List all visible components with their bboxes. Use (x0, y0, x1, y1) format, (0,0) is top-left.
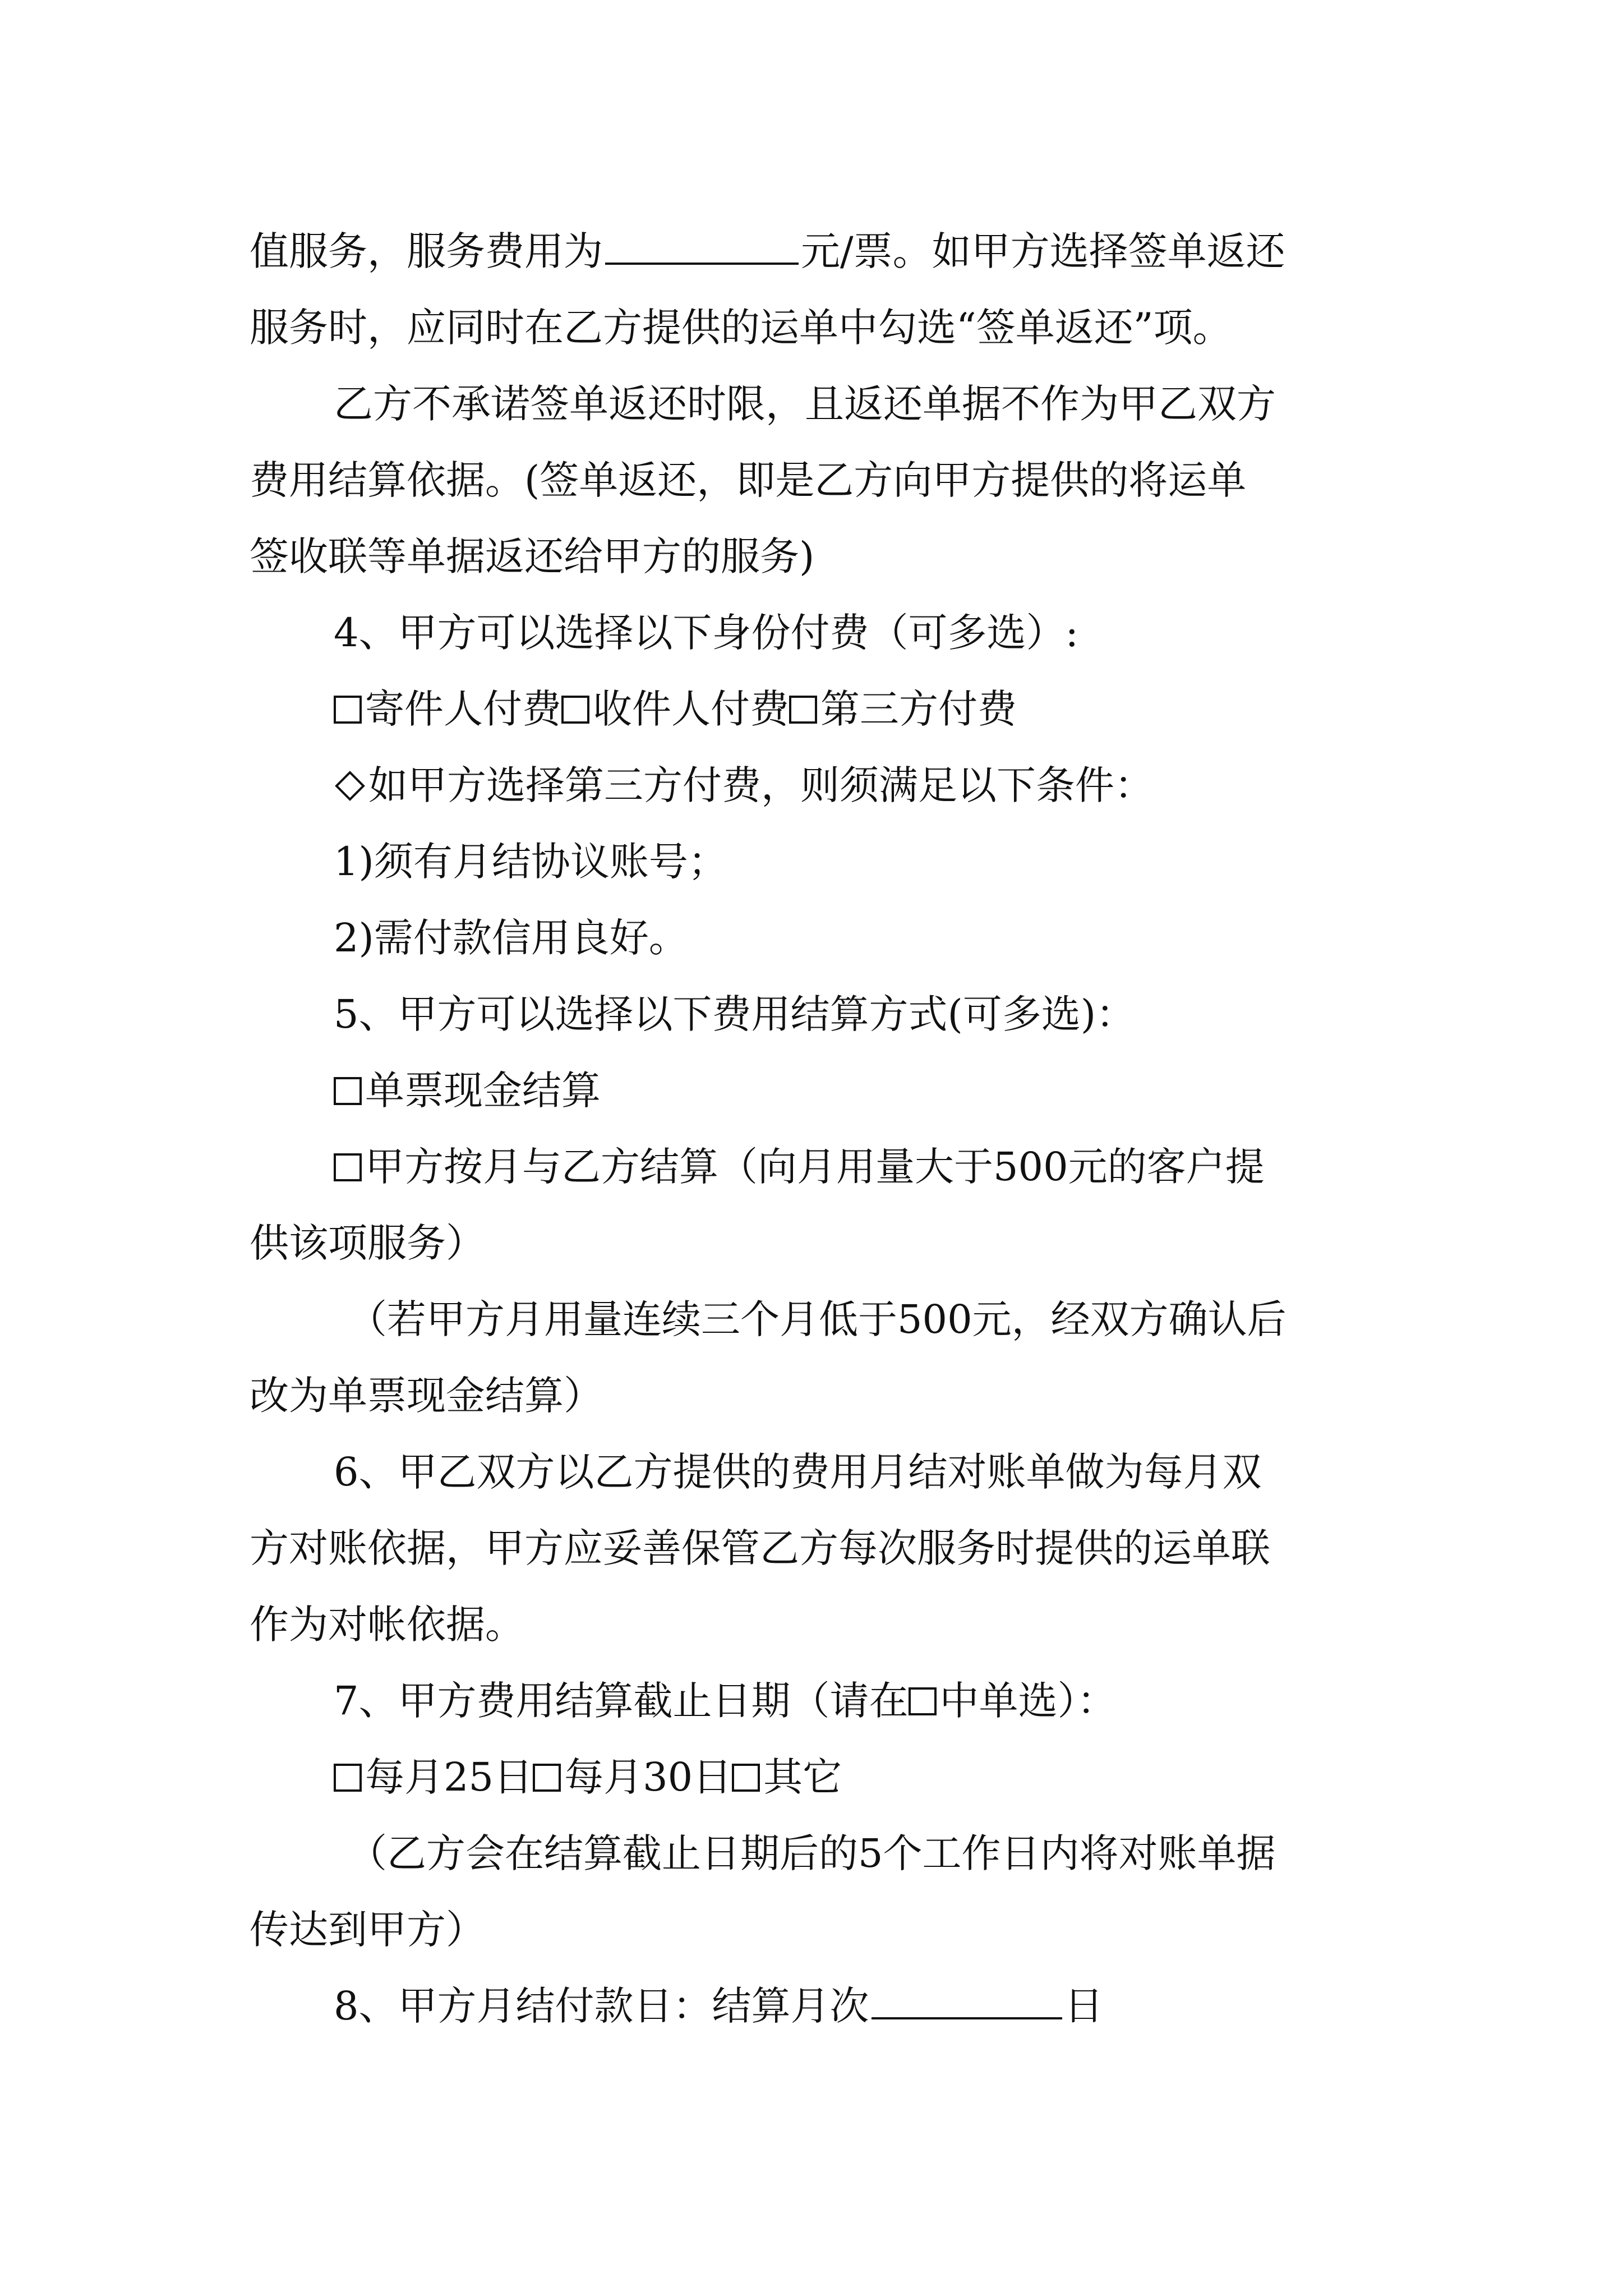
option-label: 第三方付费 (820, 686, 1017, 732)
option-label: 单票现金结算 (365, 1068, 601, 1114)
paragraph-line (250, 289, 1382, 366)
section-heading-7 (250, 1663, 1382, 1739)
text-segment: 改为单票现金结算） (250, 1373, 603, 1419)
text-segment: 方对账依据，甲方应妥善保管乙方每次服务时提供的运单联 (250, 1525, 1270, 1571)
checkbox-icon[interactable] (334, 1764, 362, 1792)
checkbox-icon[interactable] (334, 1077, 362, 1105)
text-segment: 元/票。如甲方选择签单返还 (801, 228, 1285, 274)
text-segment: 4、甲方可以选择以下身份付费（可多选）: (334, 610, 1079, 656)
text-segment: 费用结算依据。(签单返还，即是乙方向甲方提供的将运单 (250, 457, 1247, 503)
text-segment: 传达到甲方） (250, 1907, 485, 1953)
section-heading-6 (250, 1434, 1382, 1510)
option-label: 寄件人付费 (365, 686, 561, 732)
checkbox-icon[interactable] (533, 1764, 561, 1792)
paragraph-line (250, 1205, 1382, 1281)
payer-options (250, 671, 1382, 747)
text-segment: 8、甲方月结付款日：结算月次 (334, 1983, 869, 2029)
option-label: 每月25日 (365, 1754, 533, 1800)
cutoff-date-options (250, 1739, 1382, 1815)
paragraph-line (250, 442, 1382, 518)
text-segment: （若甲方月用量连续三个月低于500元，经双方确认后 (348, 1296, 1287, 1342)
option-label: 收件人付费 (593, 686, 789, 732)
paragraph-line (250, 747, 1382, 823)
option-label: 每月30日 (564, 1754, 732, 1800)
text-segment: 7、甲方费用结算截止日期（请在 (334, 1678, 909, 1724)
paragraph-line (250, 1586, 1382, 1663)
text-segment: 如甲方选择第三方付费，则须满足以下条件： (368, 762, 1154, 808)
text-segment: 2)需付款信用良好。 (334, 915, 688, 961)
checkbox-icon[interactable] (561, 696, 589, 724)
paragraph-line (250, 518, 1382, 595)
settlement-option (250, 1052, 1382, 1129)
text-segment: 作为对帐依据。 (250, 1602, 524, 1648)
fill-in-blank-fee (605, 262, 799, 265)
checkbox-icon[interactable] (732, 1764, 760, 1792)
text-segment: 中单选）： (939, 1678, 1117, 1724)
section-heading-4 (250, 595, 1382, 671)
paragraph-line (250, 213, 1382, 289)
paragraph-line (250, 1892, 1382, 1968)
settlement-option (250, 1129, 1382, 1205)
text-segment: 乙方不承诺签单返还时限，且返还单据不作为甲乙双方 (334, 381, 1276, 427)
text-segment: 日 (1064, 1983, 1104, 2029)
document-body (250, 213, 1382, 2044)
diamond-bullet-icon (335, 771, 365, 801)
checkbox-icon (909, 1687, 937, 1715)
list-item (250, 900, 1382, 976)
section-heading-8 (250, 1968, 1382, 2044)
text-segment: 1)须有月结协议账号； (334, 839, 727, 885)
checkbox-icon[interactable] (334, 696, 362, 724)
text-segment: 6、甲乙双方以乙方提供的费用月结对账单做为每月双 (334, 1449, 1262, 1495)
text-segment: 供该项服务） (250, 1220, 485, 1266)
option-label: 其它 (763, 1754, 842, 1800)
paragraph-line (250, 1815, 1382, 1892)
text-segment: 值服务，服务费用为 (250, 228, 603, 274)
checkbox-icon[interactable] (789, 696, 817, 724)
paragraph-line (250, 1510, 1382, 1586)
option-label: 甲方按月与乙方结算（向月用量大于500元的客户提 (365, 1144, 1265, 1190)
paragraph-line (250, 366, 1382, 442)
list-item (250, 823, 1382, 900)
paragraph-line (250, 1358, 1382, 1434)
fill-in-blank-payment-day (872, 2017, 1062, 2019)
paragraph-line (250, 1281, 1382, 1358)
text-segment: 签收联等单据返还给甲方的服务) (250, 533, 815, 579)
checkbox-icon[interactable] (334, 1153, 362, 1181)
text-segment: 5、甲方可以选择以下费用结算方式(可多选)： (334, 991, 1136, 1037)
section-heading-5 (250, 976, 1382, 1052)
text-segment: 服务时，应同时在乙方提供的运单中勾选“签单返还”项。 (250, 305, 1232, 351)
text-segment: （乙方会在结算截止日期后的5个工作日内将对账单据 (348, 1830, 1276, 1876)
